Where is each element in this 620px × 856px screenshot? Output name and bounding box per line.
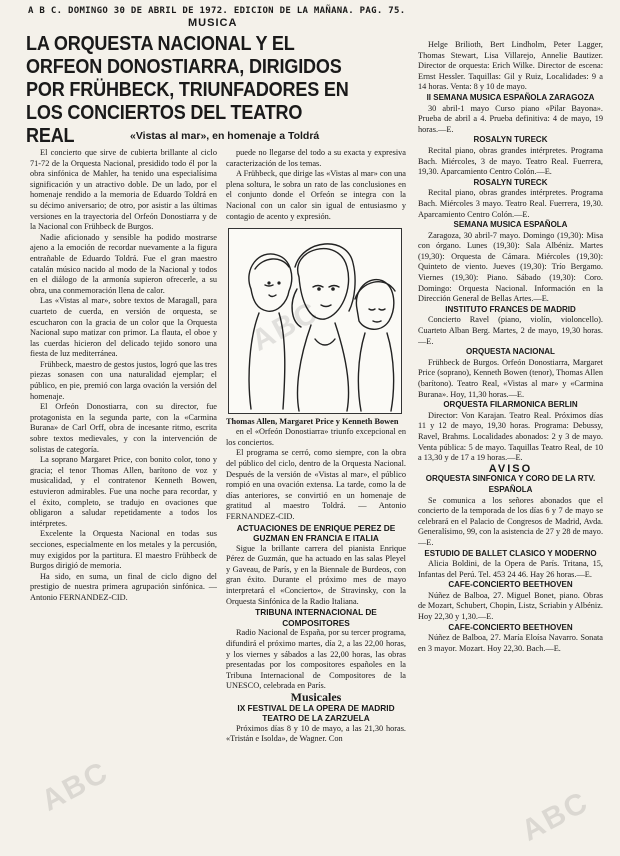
aviso-heading: AVISO [488,462,533,475]
listing-text: Núñez de Balboa, 27. María Eloísa Navarro. Sonata en 3 mayor. Mozart. Hoy 22,30. Bach.—E. [418,633,603,653]
paragraph: El programa se cerró, como siempre, con la obra del público del ciclo, dentro de la Orquesta Nacional. Después de la versión de «Vistas al mar», el público rompió en una ovación extensa. La tarde, como la de días anteriores, se convirtió en un homenaje de gratitud al maestro Toldrá. — Antonio FERNANDEZ-CID. [226,448,406,521]
subhead-perez-de-guzman: ACTUACIONES DE ENRIQUE PEREZ DE GUZMAN EN FRANCIA E ITALIA [236,522,396,544]
kicker: «Vistas al mar», en homenaje a Toldrá [130,130,320,142]
paragraph: en el «Orfeón Donostiarra» triunfo excepcional en los conciertos. [226,427,406,447]
page-header: A B C. DOMINGO 30 DE ABRIL DE 1972. EDICION DE LA MAÑANA. PAG. 75. [28,6,406,16]
listing-text: Núñez de Balboa, 27. Miguel Bonet, piano. Obras de Mozart, Schubert, Chopin, Listz, Scriabin y Albéniz. Hoy 22,30 y 1,30.—E. [418,590,603,622]
listing-heading: INSTITUTO FRANCES DE MADRID [445,304,576,314]
paragraph: puede no llegarse del todo a su exacta y expresiva caracterización de los temas. [226,148,406,168]
musicales-heading: Musicales [290,690,342,704]
abc-watermark: ABC [246,295,325,358]
abc-watermark: ABC [36,755,115,818]
listing-heading: ORQUESTA NACIONAL [466,347,555,357]
listing-text: 30 abril-1 mayo Curso piano «Pilar Bayona». Prueba de abril a 4. Prueba definitiva: 4 de mayo, 19 horas.—E. [418,103,603,134]
illustration-caption: Thomas Allen, Margaret Price y Kenneth Bowen [226,417,399,427]
listing-heading: ORQUESTA SINFONICA Y CORO DE LA RTV. ESPAÑOLA [425,474,596,494]
listing-heading: II SEMANA MUSICA ESPAÑOLA ZARAGOZA [426,92,595,102]
listing-heading: SEMANA MUSICA ESPAÑOLA [453,220,568,230]
listings-column [418,40,603,853]
paragraph: Nadie aficionado y sensible ha podido mostrarse ajeno a la emoción de recordar nuevamente a la figura entrañable de Eduardo Toldrá. Fue el gran maestro catalán músico nacido al modo de la Nacional y todos en el diálogo de la armonía supieron ofrecerle, a su obra, una conmemoración llena de calor. [30,232,217,295]
listing-text: Concierto Ravel (piano, violín, violoncello). Cuarteto Alban Berg. Martes, 2 de mayo, 19,30 horas.—E. [418,315,603,346]
paragraph: Frühbeck, maestro de gestos justos, logró que las tres piezas sonasen con una naturalidad ejemplar; el público, en pie, premió con larga ovación la versión del homenaje. [30,359,217,401]
subhead-tribuna: TRIBUNA INTERNACIONAL DE COMPOSITORES [255,607,377,628]
paragraph: El concierto que sirve de cubierta brillante al ciclo 71-72 de la Orquesta Nacional, presidido todo él por la obra sinfónica de Mahler, ha tenido una especialísima significación y un atractivo doble. De un lado, por el homenaje rendido a la memoria de Eduardo Toldrá en su décimo aniversario; de otro, por asistir a las últimas versiones en la trayectoria del Orfeón Donostiarra y de la Nacional con Frühbeck de Burgos. [30,148,217,232]
paragraph: El Orfeón Donostiarra, con su director, fue protagonista en la segunda parte, con la «Carmina Burana» de Carl Orff, obra de incesante ritmo, escrita sobre textos medievales, y con la intervención de solistas de categoría. [30,402,217,454]
listing-text: Director: Von Karajan. Teatro Real. Próximos días 11 y 12 de mayo, 19,30 horas. Programa: Debussy, Ravel, Brahms. Localidades abonados: 2 y 3 de mayo. Venta pública: 5 de mayo. Taquillas Teatro Real, de 10 a 13,30 y de 17 a 19 horas.—E. [418,410,603,463]
listing-heading: CAFE-CONCIERTO BEETHOVEN [448,580,573,590]
listing-heading: ESTUDIO DE BALLET CLASICO Y MODERNO [424,548,597,558]
paragraph: Ha sido, en suma, un final de ciclo digno del prestigio de nuestra primera agrupación sinfónica. — Antonio FERNANDEZ-CID. [30,571,217,602]
paragraph: Las «Vistas al mar», sobre textos de Maragall, para cuarteto de cuerda, en versión de orquesta, se escucharon con la gracia de un color que la Orquesta Nacional supo matizar con primor. La flauta, el oboe y las cuerdas hicieron del delicado tejido sonoro una fiesta de luz mediterránea. [30,296,217,359]
listing-text: Recital piano, obras grandes intérpretes. Programa Bach. Miércoles, 3 de mayo. Teatro Real. Fuerrera, 19,30. Aparcamiento Centro Colón.—E. [418,145,603,177]
listing-heading: ROSALYN TURECK [473,177,548,187]
listing-text: Recital piano, obras grandes intérpretes. Programa Bach. Miércoles 3 mayo. Teatro Real. Fuerrera, 19,30. Aparcamiento Centro Colón.—E. [418,188,603,219]
listing-text: Se comunica a los señores abonados que el concierto de la temporada de los días 6 y 7 de mayo se celebrará en el Palacio de Congresos de Madrid, Avda. Generalísimo, 99, con la asistencia de 27 y 28 de mayo.—E. [418,495,603,547]
article-column-2 [226,148,406,853]
listing-text: Zaragoza, 30 abril-7 mayo. Domingo (19,30): Misa con órgano. Lunes (19,30): Sala Albéniz. Martes (19,30): Orquesta de Cámara. Miércoles (19,30): Quinteto de viento. Jueves (19,30): Trío Bergamo. Viernes (19,30): Piano. Sábado (19,30): Coro. Domingo: Orquesta Nacional. Información en la Dirección General de Bellas Artes.—E. [418,230,603,304]
paragraph: Próximos días 8 y 10 de mayo, a las 21,30 horas. «Tristán e Isolda», de Wagner. Con [226,723,406,744]
article-column-1 [30,148,217,853]
listing-heading: CAFE-CONCIERTO BEETHOVEN [448,622,573,632]
paragraph: A Frühbeck, que dirige las «Vistas al mar» con una plena soltura, le sobra un rato de las conclusiones en el conjunto donde el Orfeón se integra con la Nacional con un calor sin igual de entusiasmo y contagio de acento y expresión. [226,169,406,221]
abc-watermark: ABC [516,785,595,848]
paragraph: Sigue la brillante carrera del pianista Enrique Pérez de Guzmán, que ha actuado en las salas Pleyel y Gaveau, de París, y en la Biennale de Burdeos, con gran éxito. Durante el próximo mes de mayo interpretará el «Concierto», de Stravinsky, con la Orquesta Sinfónica de la Radio Italiana. [226,543,406,606]
listing-heading: ROSALYN TURECK [473,135,548,145]
headline: LA ORQUESTA NACIONAL Y EL ORFEON DONOSTIARRA, DIRIGIDOS POR FRÜHBECK, TRIUNFADORES EN LOS CONCIERTOS DEL TEATRO REAL [26,32,349,147]
paragraph: Excelente la Orquesta Nacional en todas sus secciones, especialmente en los metales y la percusión, muy exigidos por la partitura. El maestro Frühbeck de Burgos dirigió de memoria. [30,529,217,571]
section-label: MUSICA [188,17,238,29]
listing-text: Frühbeck de Burgos. Orfeón Donostiarra, Margaret Price (soprano), Kenneth Bowen (tenor), Thomas Allen (barítono). Teatro Real, «Vistas al mar» y «Carmina Burana». Hoy, 11,30 horas.—E. [418,357,603,399]
paragraph: Radio Nacional de España, por su tercer programa, difundirá el próximo martes, día 2, a las 22,00 horas, y los viernes y sábados a las 22,00 horas, las obras presentadas por los compositores españoles en la Tribuna Internacional de Compositores de la UNESCO, celebrada en París. [226,628,406,691]
paragraph: La soprano Margaret Price, con bonito color, tono y gracia; el tenor Thomas Allen, barítono de voz y musicalidad, y el contratenor Kenneth Bowen, estuvieron admirables. Fue una noche para recordar, y el éxito, completo, se tradujo en ovaciones que obligaron a saludar repetidamente a todos los intérpretes. [30,455,217,528]
listing-heading: ORQUESTA FILARMONICA BERLIN [443,400,578,410]
listing-text: Alicia Boldini, de la Opera de París. Tritana, 15, Infantas del Perú. Tel. 453 24 46. Hay 26 horas.—E. [418,559,603,579]
subhead-festival-opera: IX FESTIVAL DE LA OPERA DE MADRID TEATRO DE LA ZARZUELA [237,702,395,724]
listing-text: Helge Brilioth, Bert Lindholm, Peter Lagger, Thomas Stewart, Lisa Villarejo, Annelie Bautizer. Director de orquesta: Erich Wilke. Director de escena: Ernst Hessler. Taquillas: Gil y Ruiz, Localidades: 9 a 14 horas. Venta: 8 y 10 de mayo. [418,40,603,92]
